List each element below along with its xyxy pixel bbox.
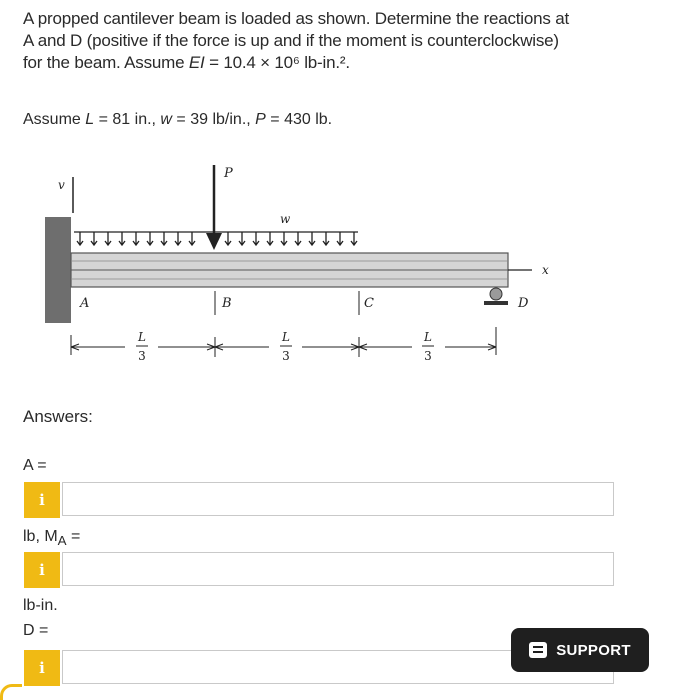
assume-p-value: = 430 lb. [265, 111, 333, 128]
problem-line-3-post: = 10.4 × 10⁶ lb-in.². [204, 53, 350, 72]
support-label: SUPPORT [556, 641, 631, 659]
point-b-label: B [222, 296, 232, 311]
assume-w-value: = 39 lb/in., [171, 111, 256, 128]
v-axis-label: v [58, 178, 65, 192]
chat-icon [529, 642, 547, 658]
x-axis-label: x [542, 263, 549, 277]
answer-a-input[interactable] [62, 482, 614, 516]
svg-text:3: 3 [282, 349, 290, 363]
support-button[interactable] [511, 628, 649, 672]
svg-text:L: L [424, 330, 432, 344]
problem-line-1: A propped cantilever beam is loaded as shown. Determine the reactions at [23, 9, 569, 28]
beam-diagram [40, 155, 600, 385]
point-d-label: D [518, 296, 529, 311]
load-w-label: w [280, 212, 291, 226]
svg-text:3: 3 [424, 349, 432, 363]
problem-statement [23, 8, 653, 74]
ei-variable: EI [188, 53, 205, 72]
label-d: D = [23, 622, 49, 639]
info-icon-a[interactable]: i [24, 482, 60, 518]
dim-label-2 [280, 330, 292, 363]
corner-decoration [0, 684, 22, 700]
assume-w-var: w [160, 111, 172, 128]
assume-l-var: L [85, 111, 95, 128]
label-ma-post: = [66, 528, 81, 545]
label-ma-pre: lb, M [23, 528, 58, 545]
label-lbin: lb-in. [23, 597, 58, 614]
label-ma-sub: A [57, 533, 67, 549]
dim-label-1 [136, 330, 148, 363]
problem-line-3-pre: for the beam. Assume [23, 53, 189, 72]
problem-line-3 [23, 52, 653, 74]
point-a-label: A [80, 296, 90, 311]
answers-heading: Answers: [23, 407, 93, 426]
fixed-wall [45, 217, 71, 323]
info-icon-d[interactable]: i [24, 650, 60, 686]
info-icon-ma[interactable]: i [24, 552, 60, 588]
roller-support [484, 288, 508, 305]
point-c-label: C [364, 296, 374, 311]
label-a: A = [23, 457, 47, 474]
svg-text:L: L [138, 330, 146, 344]
svg-text:3: 3 [138, 349, 146, 363]
answer-ma-input[interactable] [62, 552, 614, 586]
label-ma [23, 528, 80, 548]
assume-p-var: P [255, 111, 266, 128]
assume-pre: Assume [23, 111, 86, 128]
point-load [206, 165, 222, 250]
problem-line-2: A and D (positive if the force is up and if the moment is counterclockwise) [23, 31, 559, 50]
dim-label-3 [422, 330, 434, 363]
assumptions [23, 111, 332, 129]
assume-l-value: = 81 in., [94, 111, 161, 128]
svg-text:L: L [282, 330, 290, 344]
load-p-label: P [224, 166, 233, 181]
